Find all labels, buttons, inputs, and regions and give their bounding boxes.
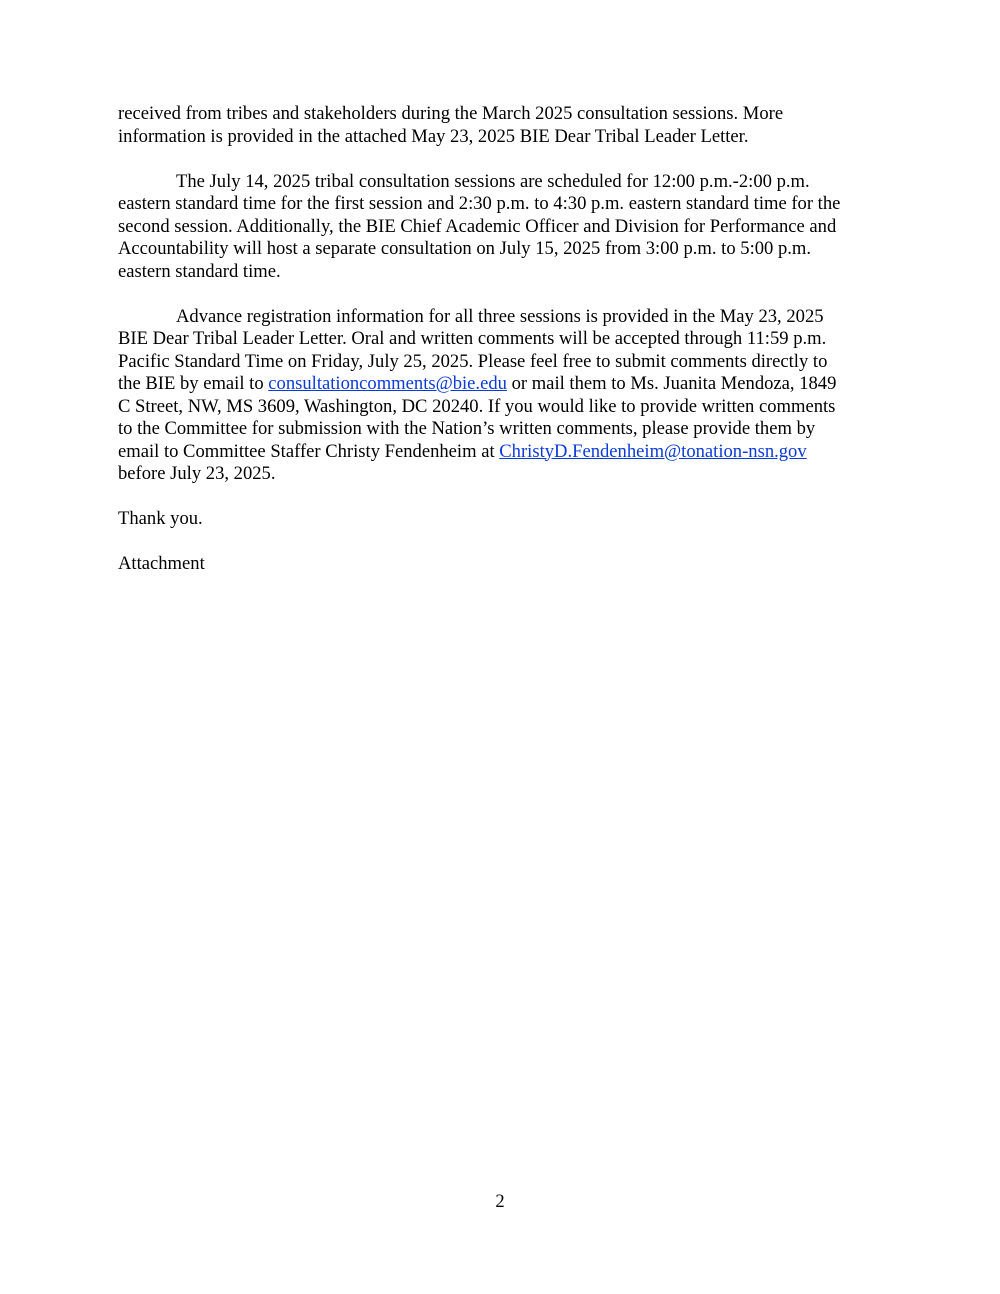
closing: Thank you. [118,508,203,529]
paragraph-consultation-feedback [118,103,888,148]
text-segment: the BIE by email to [118,373,269,394]
text-line-with-email-link [118,441,888,464]
text-line-with-email-link [118,373,888,396]
text-line: before July 23, 2025. [118,463,276,484]
attachment-note: Attachment [118,553,205,574]
paragraph-registration-comments [118,306,888,486]
committee-staffer-email-link[interactable]: ChristyD.Fendenheim@tonation-nsn.gov [499,440,807,462]
text-line: Pacific Standard Time on Friday, July 25, 2025. Please feel free to submit comments directly to [118,350,828,372]
text-line: eastern standard time. [118,260,281,282]
text-line: BIE Dear Tribal Leader Letter. Oral and written comments will be accepted through 11:59 p.m. [118,328,827,349]
text-segment: email to Committee Staffer Christy Fendenheim at [118,440,500,462]
bie-email-link[interactable]: consultationcomments@bie.edu [268,373,507,394]
text-segment: or mail them to Ms. Juanita Mendoza, 1849 [506,373,837,394]
text-line: Advance registration information for all three sessions is provided in the May 23, 2025 [176,305,824,327]
page-number: 2 [495,1191,505,1212]
text-line: to the Committee for submission with the Nation’s written comments, please provide them by [118,418,816,439]
paragraph-session-schedule [118,171,888,284]
text-line: received from tribes and stakeholders during the March 2025 consultation sessions. More [118,103,784,124]
letter-body [118,103,888,598]
text-line: eastern standard time for the first session and 2:30 p.m. to 4:30 p.m. eastern standard time for the [118,193,841,214]
text-line: Accountability will host a separate consultation on July 15, 2025 from 3:00 p.m. to 5:00 p.m. [118,238,812,259]
text-line: C Street, NW, MS 3609, Washington, DC 20240. If you would like to provide written comments [118,395,836,417]
text-line: second session. Additionally, the BIE Chief Academic Officer and Division for Performance and [118,215,837,237]
text-line: The July 14, 2025 tribal consultation sessions are scheduled for 12:00 p.m.-2:00 p.m. [176,170,810,192]
text-line: information is provided in the attached May 23, 2025 BIE Dear Tribal Leader Letter. [118,125,749,147]
